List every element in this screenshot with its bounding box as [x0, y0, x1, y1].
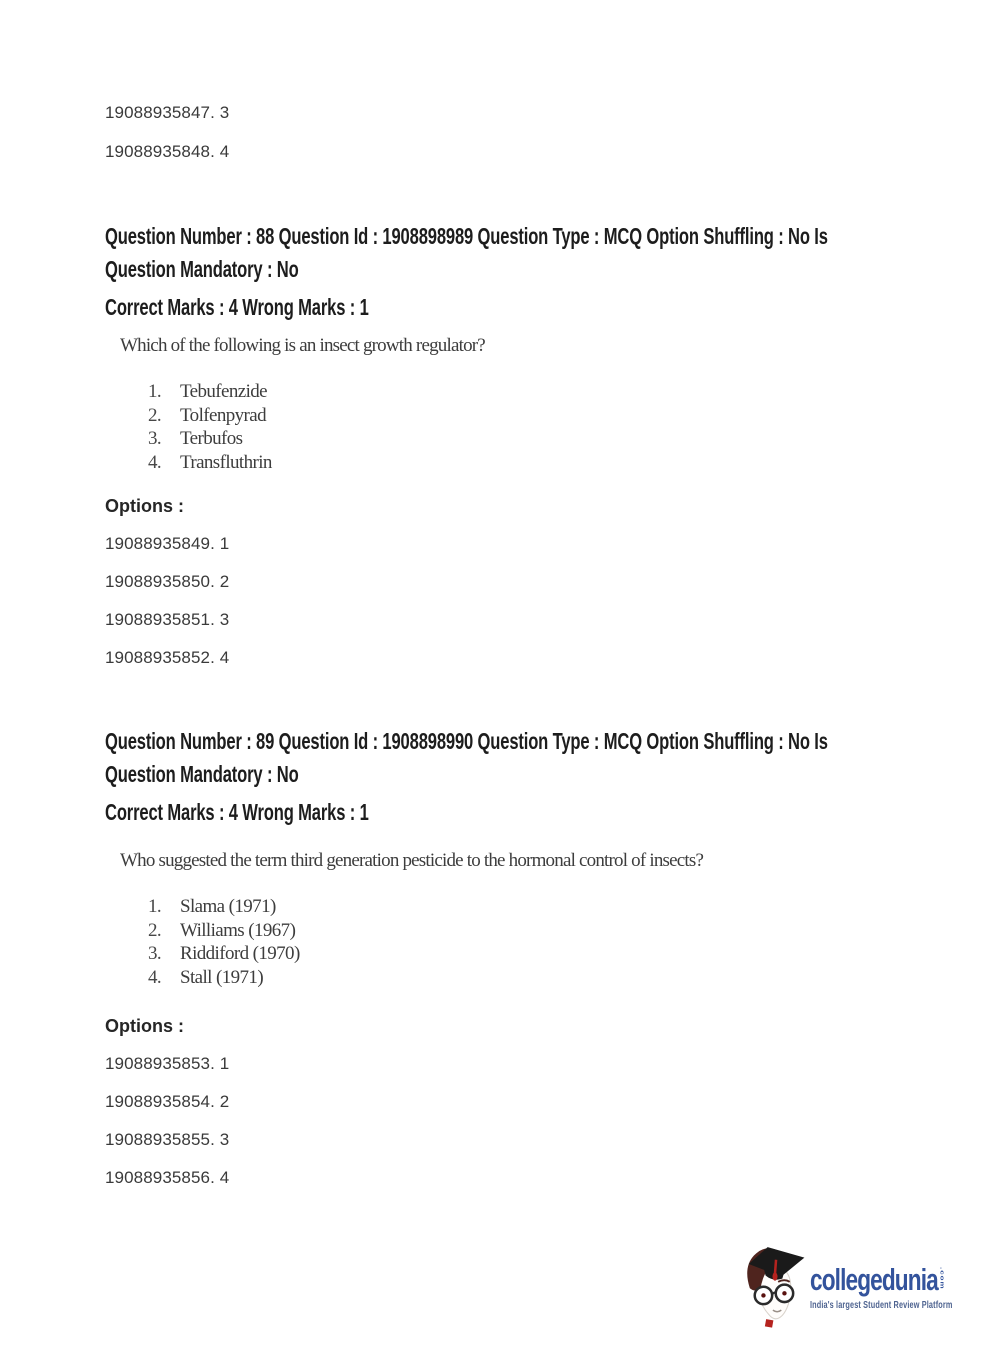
choice-number: 2.: [148, 404, 162, 426]
choice-item: [148, 451, 272, 475]
choice-number: 1.: [148, 381, 162, 402]
choice-label: Williams (1967): [180, 919, 296, 941]
option-id-line: 19088935852. 4: [105, 648, 230, 667]
option-id-line: 19088935853. 1: [105, 1054, 230, 1073]
choice-item: [148, 919, 300, 943]
choice-label: Slama (1971): [180, 896, 276, 917]
question-89-header-line1: Question Number : 89 Question Id : 1908898990 Question Type : MCQ Option Shuffling : No Is: [105, 728, 828, 754]
choice-item: [148, 942, 300, 966]
brand-text-block: [810, 1264, 953, 1311]
choice-label: Transfluthrin: [180, 451, 272, 473]
option-id-line: 19088935850. 2: [105, 572, 230, 591]
question-88-choice-list: [148, 380, 272, 474]
question-88-header-line2: Question Mandatory : No: [105, 256, 299, 282]
collegedunia-logo: [742, 1244, 1001, 1328]
choice-label: Stall (1971): [180, 966, 264, 988]
option-id-line: 19088935847. 3: [105, 103, 230, 122]
choice-item: [148, 966, 300, 990]
collegedunia-mascot-icon: [742, 1244, 808, 1328]
choice-label: Tebufenzide: [180, 381, 268, 402]
question-88-marks-line: Correct Marks : 4 Wrong Marks : 1: [105, 294, 369, 320]
question-89-header-line2: Question Mandatory : No: [105, 761, 299, 787]
question-89-options-label: Options :: [105, 1016, 184, 1036]
option-id-line: 19088935854. 2: [105, 1092, 230, 1111]
question-88-text: Which of the following is an insect growth regulator?: [120, 335, 485, 356]
option-id-line: 19088935855. 3: [105, 1130, 230, 1149]
choice-item: [148, 427, 272, 451]
choice-item: [148, 895, 300, 919]
brand-domain-suffix: .com: [939, 1267, 946, 1290]
option-id-line: 19088935849. 1: [105, 534, 230, 553]
choice-label: Tolfenpyrad: [180, 404, 266, 426]
choice-number: 1.: [148, 896, 162, 917]
choice-number: 3.: [148, 943, 162, 964]
option-id-line: 19088935848. 4: [105, 142, 230, 161]
question-89-choice-list: [148, 895, 300, 989]
choice-item: [148, 404, 272, 428]
option-id-line: 19088935851. 3: [105, 610, 230, 629]
choice-number: 3.: [148, 428, 162, 449]
choice-number: 2.: [148, 919, 162, 941]
choice-label: Terbufos: [180, 428, 243, 449]
question-89-text: Who suggested the term third generation pesticide to the hormonal control of insects?: [120, 850, 704, 871]
choice-number: 4.: [148, 966, 162, 988]
brand-tagline: India's largest Student Review Platform: [810, 1300, 953, 1311]
brand-wordmark: collegedunia: [810, 1262, 938, 1297]
question-88-header-line1: Question Number : 88 Question Id : 1908898989 Question Type : MCQ Option Shuffling : No Is: [105, 223, 828, 249]
question-89-marks-line: Correct Marks : 4 Wrong Marks : 1: [105, 799, 369, 825]
choice-label: Riddiford (1970): [180, 943, 300, 964]
choice-number: 4.: [148, 451, 162, 473]
question-88-options-label: Options :: [105, 496, 184, 516]
option-id-line: 19088935856. 4: [105, 1168, 230, 1187]
choice-item: [148, 380, 272, 404]
